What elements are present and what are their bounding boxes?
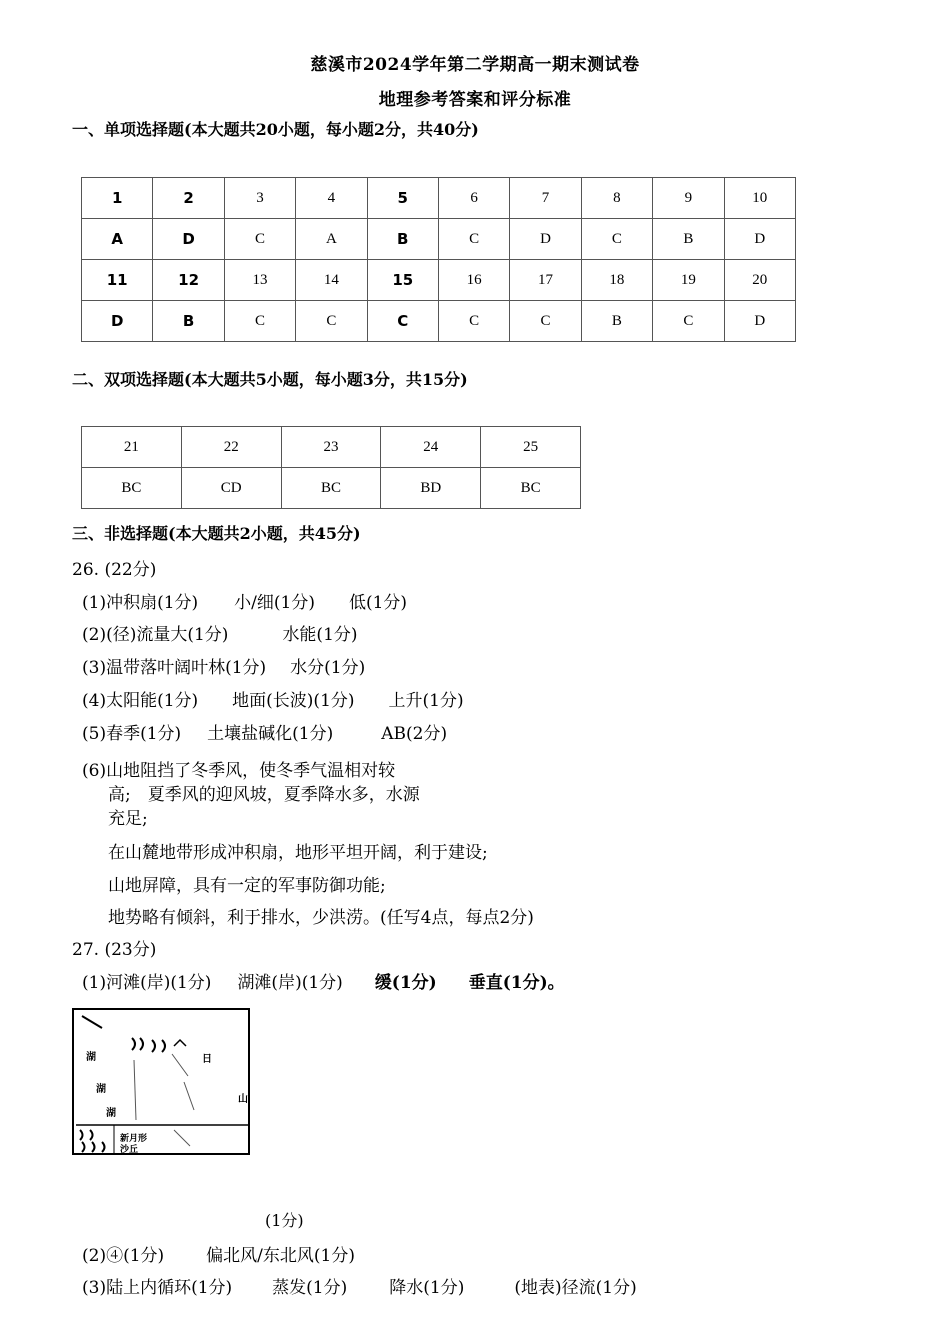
answer-part: 地面(长波)(1分) bbox=[232, 691, 355, 711]
answer-part: (4)太阳能(1分) bbox=[82, 691, 199, 711]
answer-part: 湖滩(岸)(1分) bbox=[237, 973, 343, 993]
answer-part: 上升(1分) bbox=[388, 691, 464, 711]
q-num: 3 bbox=[224, 178, 295, 219]
q-num: 4 bbox=[296, 178, 367, 219]
q26-line6f: 地势略有倾斜，利于排水，少洪涝。(任写4点，每点2分) bbox=[108, 908, 534, 928]
q26-line4 bbox=[82, 686, 464, 711]
q-num: 21 bbox=[82, 427, 182, 468]
q26-line1 bbox=[82, 588, 407, 613]
answer-part: 土壤盐碱化(1分) bbox=[207, 724, 334, 744]
q-num: 25 bbox=[481, 427, 581, 468]
q-answer: C bbox=[581, 219, 652, 260]
q27-line1 bbox=[82, 968, 565, 993]
page-title: 慈溪市2024学年第二学期高一期末测试卷 bbox=[310, 55, 640, 75]
sun-label: 日 bbox=[202, 1054, 212, 1065]
q-num: 8 bbox=[581, 178, 652, 219]
q-answer: BC bbox=[481, 468, 581, 509]
q-num: 15 bbox=[367, 260, 438, 301]
q-answer: B bbox=[581, 301, 652, 342]
answer-part: 垂直(1分)。 bbox=[468, 973, 565, 993]
section2-heading: 二、双项选择题(本大题共5小题，每小题3分，共15分) bbox=[72, 370, 468, 389]
q27-line2 bbox=[82, 1241, 355, 1266]
answer-part: 低(1分) bbox=[348, 593, 408, 613]
q26-line2 bbox=[82, 620, 358, 645]
q-answer: A bbox=[82, 219, 153, 260]
q-answer: C bbox=[224, 219, 295, 260]
answer-part: 偏北风/东北风(1分) bbox=[206, 1246, 355, 1266]
answer-part: (1)河滩(岸)(1分) bbox=[82, 973, 212, 993]
q-num: 24 bbox=[381, 427, 481, 468]
lake-label: 湖 bbox=[106, 1108, 116, 1119]
q-num: 12 bbox=[153, 260, 224, 301]
answer-part: (地表)径流(1分) bbox=[514, 1278, 637, 1298]
q26-line6c: 充足; bbox=[108, 809, 148, 829]
q-answer: D bbox=[510, 219, 581, 260]
q-answer: B bbox=[153, 301, 224, 342]
q-answer: A bbox=[296, 219, 367, 260]
q27-label: 27. (23分) bbox=[72, 940, 157, 960]
q27-line3 bbox=[82, 1273, 637, 1298]
diagram-score: (1分) bbox=[265, 1211, 304, 1230]
q-answer: D bbox=[724, 219, 795, 260]
q-num: 23 bbox=[281, 427, 381, 468]
legend-label: 新月形 bbox=[120, 1134, 148, 1144]
answer-part: (2)④(1分) bbox=[82, 1246, 165, 1266]
answer-part: (5)春季(1分) bbox=[82, 724, 182, 744]
answer-part: (3)陆上内循环(1分) bbox=[82, 1278, 233, 1298]
q-answer: B bbox=[653, 219, 724, 260]
answer-part: 水分(1分) bbox=[290, 658, 366, 678]
q-num: 1 bbox=[82, 178, 153, 219]
q-num: 9 bbox=[653, 178, 724, 219]
q-num: 11 bbox=[82, 260, 153, 301]
q-answer: BD bbox=[381, 468, 481, 509]
q26-label: 26. (22分) bbox=[72, 560, 157, 580]
answer-part: 水能(1分) bbox=[282, 625, 358, 645]
q-num: 10 bbox=[724, 178, 795, 219]
q26-line5 bbox=[82, 719, 447, 744]
q-answer: BC bbox=[82, 468, 182, 509]
q-answer: C bbox=[510, 301, 581, 342]
answer-part: 降水(1分) bbox=[389, 1278, 465, 1298]
answer-part: 小/细(1分) bbox=[234, 593, 315, 613]
q-answer: BC bbox=[281, 468, 381, 509]
q26-line6d: 在山麓地带形成冲积扇，地形平坦开阔，利于建设; bbox=[108, 843, 488, 863]
single-choice-table bbox=[81, 177, 796, 342]
double-choice-table bbox=[81, 426, 581, 509]
q26-line6b: 高; 夏季风的迎风坡，夏季降水多，水源 bbox=[108, 785, 420, 805]
q-answer: CD bbox=[181, 468, 281, 509]
mountain-label: 山 bbox=[238, 1094, 248, 1105]
answer-part: (2)(径)流量大(1分) bbox=[82, 625, 229, 645]
q-answer: D bbox=[82, 301, 153, 342]
dune-diagram bbox=[72, 1008, 250, 1155]
q-answer: C bbox=[367, 301, 438, 342]
q26-line3 bbox=[82, 653, 365, 678]
section3-heading: 三、非选择题(本大题共2小题，共45分) bbox=[72, 524, 361, 543]
q-num: 2 bbox=[153, 178, 224, 219]
q-num: 19 bbox=[653, 260, 724, 301]
answer-part: AB(2分) bbox=[381, 724, 448, 744]
q-answer: C bbox=[438, 219, 509, 260]
legend-label: 沙丘 bbox=[120, 1145, 139, 1155]
answer-part: 蒸发(1分) bbox=[272, 1278, 348, 1298]
q-num: 18 bbox=[581, 260, 652, 301]
q-num: 6 bbox=[438, 178, 509, 219]
q-answer: D bbox=[724, 301, 795, 342]
q-num: 20 bbox=[724, 260, 795, 301]
answer-part: (3)温带落叶阔叶林(1分) bbox=[82, 658, 267, 678]
q26-line6e: 山地屏障，具有一定的军事防御功能; bbox=[108, 876, 386, 896]
q-answer: B bbox=[367, 219, 438, 260]
q-num: 22 bbox=[181, 427, 281, 468]
q-num: 5 bbox=[367, 178, 438, 219]
page-subtitle: 地理参考答案和评分标准 bbox=[378, 90, 572, 110]
lake-label: 湖 bbox=[86, 1052, 96, 1063]
q-answer: C bbox=[438, 301, 509, 342]
q-num: 13 bbox=[224, 260, 295, 301]
section1-heading: 一、单项选择题(本大题共20小题，每小题2分，共40分) bbox=[72, 120, 479, 139]
q-num: 14 bbox=[296, 260, 367, 301]
q-answer: D bbox=[153, 219, 224, 260]
q-answer: C bbox=[224, 301, 295, 342]
q-answer: C bbox=[653, 301, 724, 342]
q-num: 17 bbox=[510, 260, 581, 301]
q-num: 16 bbox=[438, 260, 509, 301]
q-num: 7 bbox=[510, 178, 581, 219]
answer-part: (1)冲积扇(1分) bbox=[82, 593, 199, 613]
lake-label: 湖 bbox=[96, 1084, 106, 1095]
q-answer: C bbox=[296, 301, 367, 342]
q26-line6a: (6)山地阻挡了冬季风，使冬季气温相对较 bbox=[82, 761, 396, 781]
answer-part: 缓(1分) bbox=[374, 973, 437, 993]
